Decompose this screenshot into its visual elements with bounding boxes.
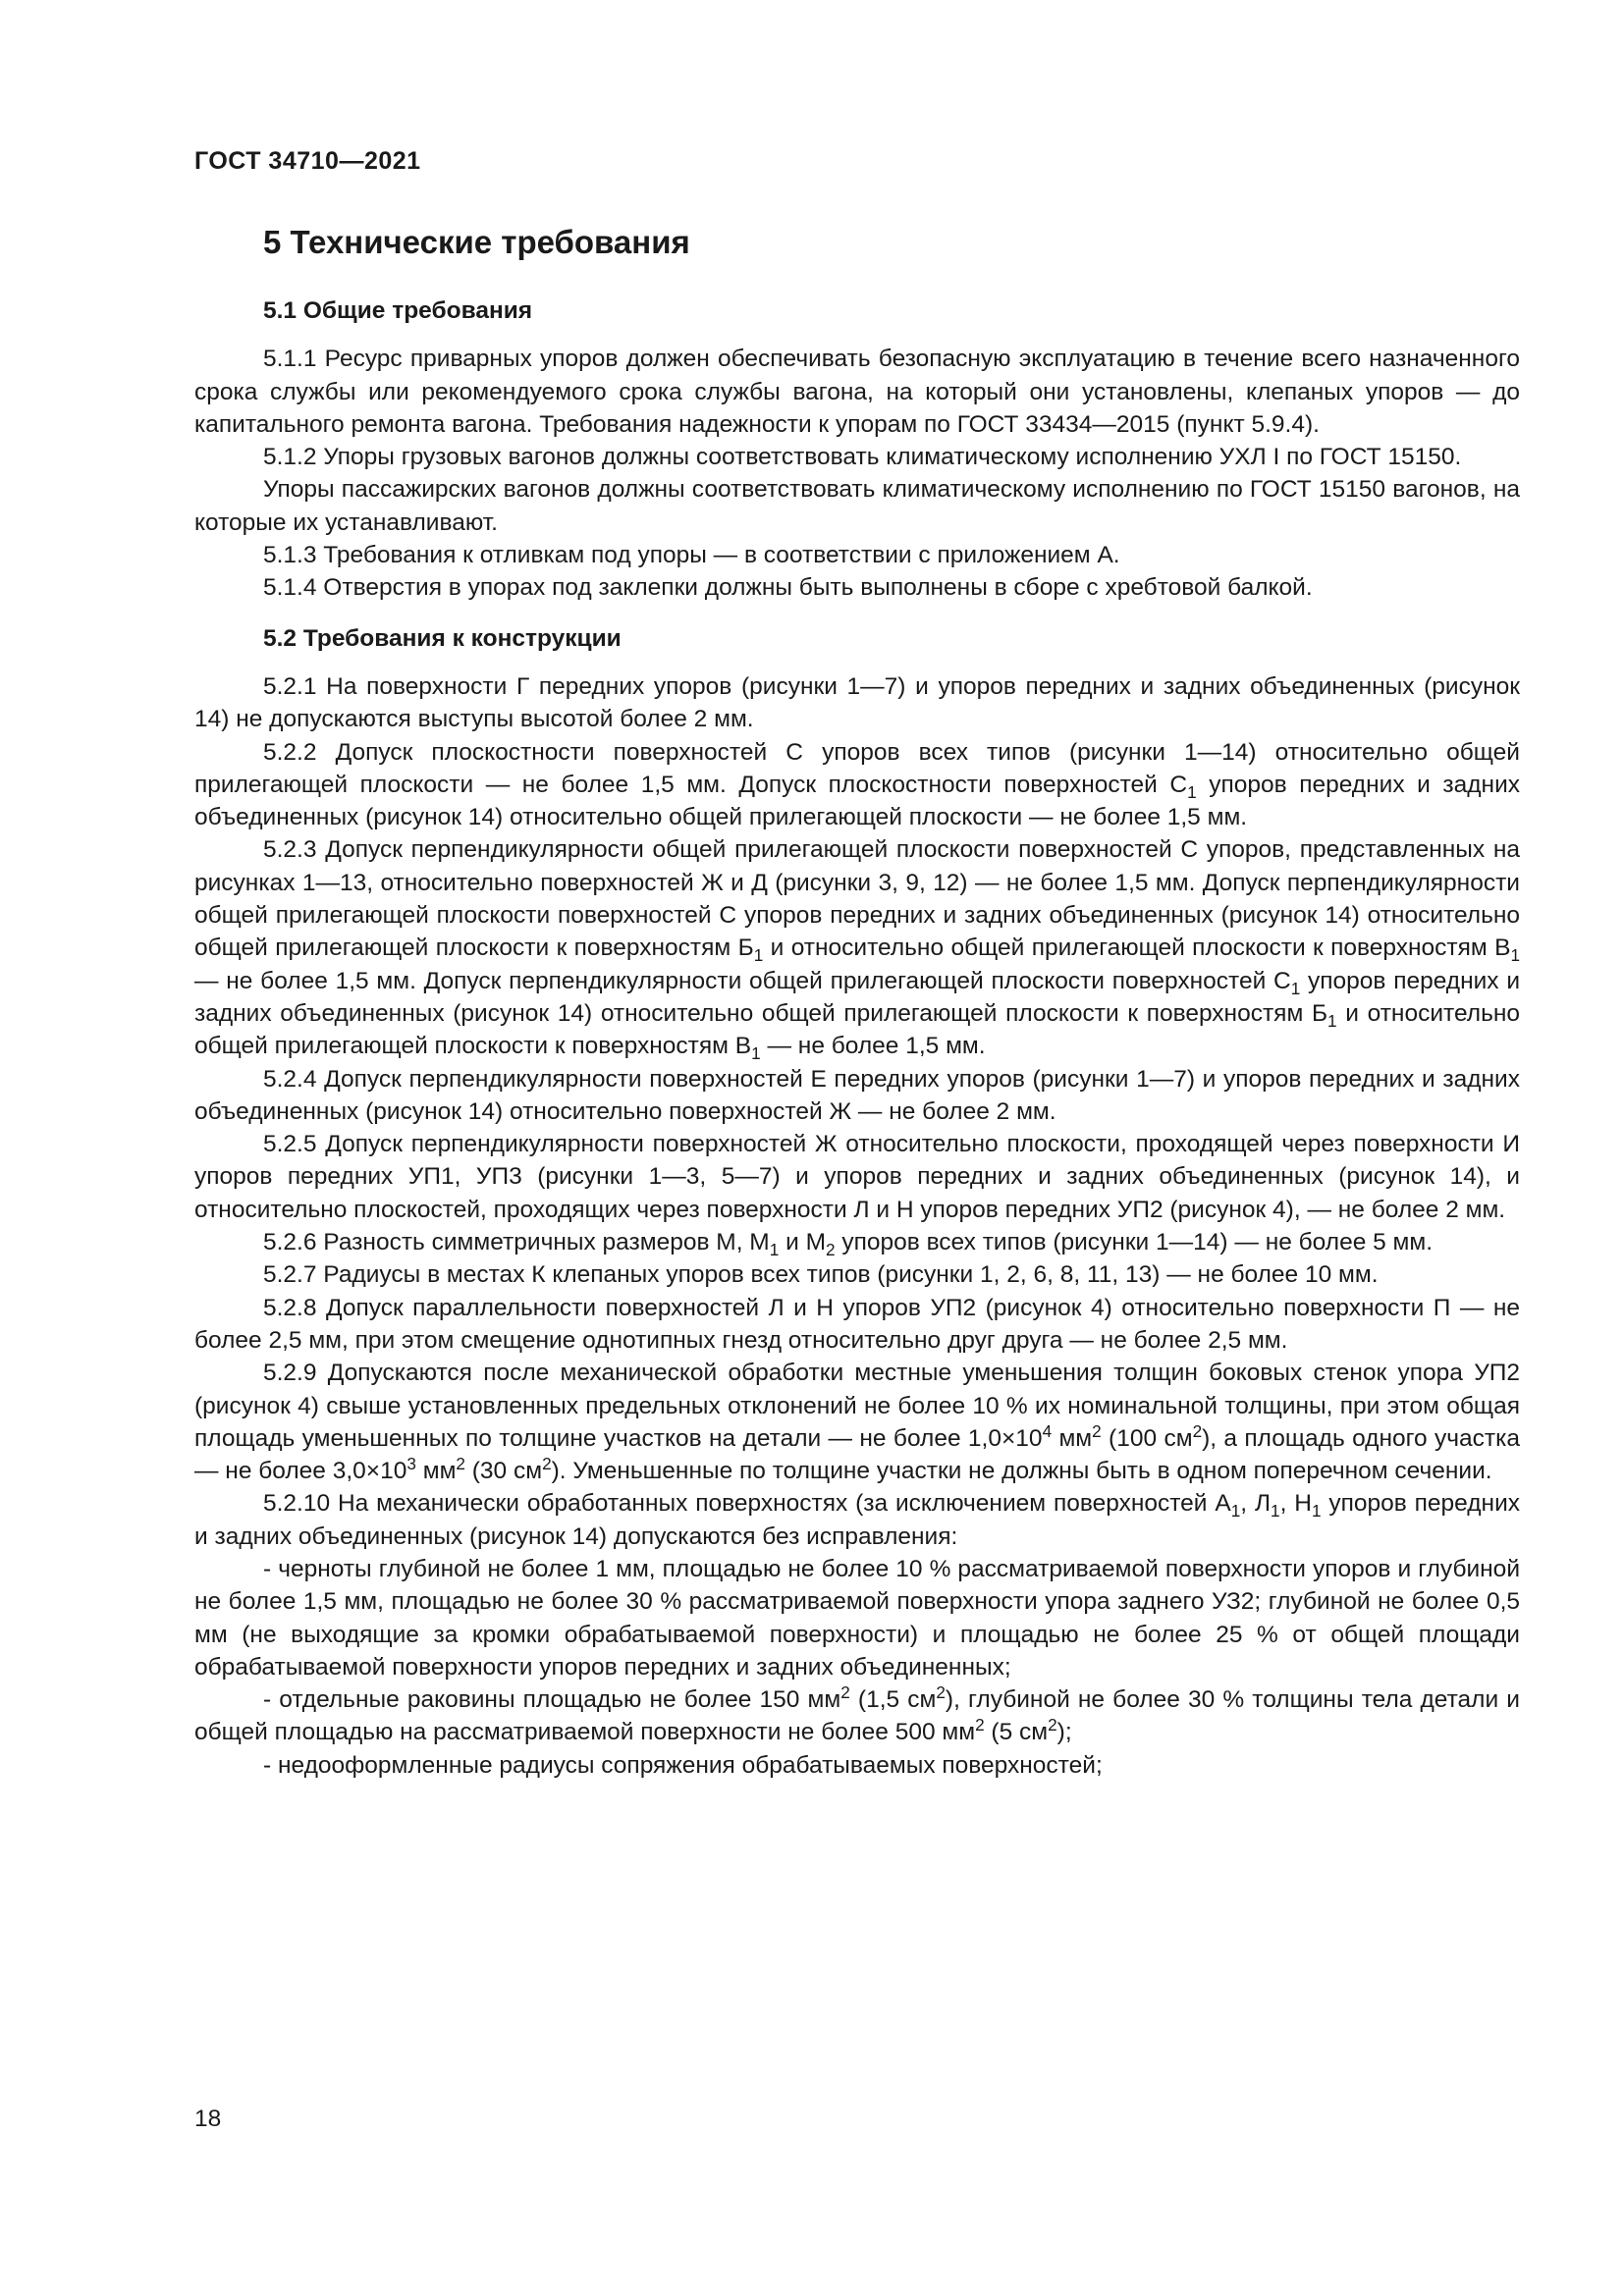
paragraph-5-2-4: 5.2.4 Допуск перпендикулярности поверхностей Е передних упоров (рисунки 1—7) и упоров передних и задних объединенных (рисунок 14) относительно поверхностей Ж — не более 2 мм. [194, 1065, 1520, 1125]
text-run: и М [779, 1229, 826, 1256]
superscript: 2 [1048, 1715, 1057, 1735]
section-title: 5 Технические требования [263, 224, 690, 260]
paragraph-5-1-2: 5.1.2 Упоры грузовых вагонов должны соответствовать климатическому исполнению УХЛ I по ГОСТ 15150. [263, 444, 1462, 471]
text-run: 5.2.3 Допуск перпендикулярности общей прилегающей плоскости поверхностей С упоров, представленных на рисунках 1—13, относительно поверхностей Ж и Д (рисунки 3, 9, 12) — не более 1,5 мм. Допуск перпендикулярности общей прилегающей плоскости поверхностей С упоров передних и задних объединенных (рисунок 14) относительно общей прилегающей плоскости к поверхностям Б [194, 836, 1520, 962]
text-run: упоров всех типов (рисунки 1—14) — не более 5 мм. [835, 1229, 1434, 1256]
text-run: - отдельные раковины площадью не более 150 мм [263, 1686, 841, 1714]
paragraph-5-2-1: 5.2.1 На поверхности Г передних упоров (рисунки 1—7) и упоров передних и задних объединенных (рисунок 14) не допускаются выступы высотой более 2 мм. [194, 672, 1520, 733]
text-run: (1,5 см [849, 1686, 937, 1714]
subscript: 1 [1230, 1501, 1241, 1522]
text-run: , Н [1279, 1490, 1312, 1518]
superscript: 2 [456, 1453, 465, 1473]
text-run: упоров передних и задних объединенных (рисунок 14) относительно общей прилегающей плоскости — не более 1,5 мм. [194, 771, 1521, 831]
subscript: 1 [1187, 781, 1197, 802]
text-run: (5 см [984, 1719, 1049, 1746]
list-item-2 [194, 1683, 1520, 1749]
superscript: 4 [1042, 1420, 1053, 1441]
subscript: 1 [1271, 1501, 1280, 1522]
text-run: — не более 1,5 мм. [760, 1033, 986, 1060]
subscript: 1 [1311, 1501, 1322, 1522]
text-run: мм [1052, 1424, 1093, 1452]
superscript: 3 [406, 1453, 416, 1473]
text-run: мм [415, 1458, 457, 1485]
text-run: , Л [1240, 1490, 1272, 1518]
paragraph-5-1-1: 5.1.1 Ресурс приварных упоров должен обеспечивать безопасную эксплуатацию в течение всего назначенного срока службы или рекомендуемого срока службы вагона, на который они установлены, клепаных упоров — до капитального ремонта вагона. Требования надежности к упорам по ГОСТ 33434—2015 (пункт 5.9.4). [194, 346, 1520, 438]
text-run: 5.2.2 Допуск плоскостности поверхностей С упоров всех типов (рисунки 1—14) относительно общей прилегающей плоскости — не более 1,5 мм. Допуск плоскостности поверхностей С [194, 738, 1520, 798]
subscript: 2 [826, 1239, 836, 1259]
paragraph-5-2-6 [194, 1226, 1520, 1258]
text-run: упоров передних и задних объединенных (рисунок 14) относительно общей прилегающей плоскости к поверхностям Б [194, 967, 1521, 1027]
subscript: 1 [1290, 978, 1301, 998]
subsection-title-5-2: 5.2 Требования к конструкции [263, 624, 622, 652]
text-run: ), а площадь одного участка — не более 3,0×10 [194, 1424, 1520, 1485]
subscript: 1 [751, 1043, 761, 1064]
subscript: 1 [753, 945, 764, 966]
paragraph-5-1-3: 5.1.3 Требования к отливкам под упоры — в соответствии с приложением А. [263, 542, 1120, 569]
superscript: 2 [542, 1453, 552, 1473]
superscript: 2 [975, 1715, 985, 1735]
text-run: (100 см [1101, 1424, 1193, 1452]
text-run: 5.2.10 На механически обработанных поверхностях (за исключением поверхностей А [263, 1490, 1231, 1518]
subscript: 1 [1327, 1010, 1337, 1031]
document-body [194, 294, 1520, 1782]
text-run: упоров передних и задних объединенных (рисунок 14) допускаются без исправления: [194, 1490, 1521, 1550]
text-run: и относительно общей прилегающей плоскости к поверхностям В [763, 934, 1511, 962]
subsection-title-5-1: 5.1 Общие требования [263, 297, 533, 324]
paragraph-5-2-7: 5.2.7 Радиусы в местах К клепаных упоров всех типов (рисунки 1, 2, 6, 8, 11, 13) — не более 10 мм. [263, 1261, 1379, 1289]
text-run: — не более 1,5 мм. Допуск перпендикулярности общей прилегающей плоскости поверхностей С [194, 967, 1291, 994]
text-run: 5.2.6 Разность симметричных размеров М, М [263, 1229, 770, 1256]
paragraph-5-2-3 [194, 833, 1520, 1062]
list-item-3: - недооформленные радиусы сопряжения обрабатываемых поверхностей; [263, 1751, 1103, 1779]
paragraph-5-2-5: 5.2.5 Допуск перпендикулярности поверхностей Ж относительно плоскости, проходящей через поверхности И упоров передних УП1, УП3 (рисунки 1—3, 5—7) и упоров передних и задних объединенных (рисунок 14), и относительно плоскостей, проходящих через поверхности Л и Н упоров передних УП2 (рисунок 4), — не более 2 мм. [194, 1131, 1520, 1223]
superscript: 2 [1092, 1420, 1102, 1441]
paragraph-5-2-8: 5.2.8 Допуск параллельности поверхностей Л и Н упоров УП2 (рисунок 4) относительно поверхности П — не более 2,5 мм, при этом смещение однотипных гнезд относительно друг друга — не более 2,5 мм. [194, 1294, 1520, 1354]
paragraph-5-2-10 [194, 1487, 1520, 1553]
text-run: ), глубиной не более 30 % толщины тела детали и общей площадью на рассматриваемой поверхности не более 500 мм [194, 1686, 1520, 1746]
page-number: 18 [194, 2106, 222, 2132]
text-run: 5.2.9 Допускаются после механической обработки местные уменьшения толщин боковых стенок упора УП2 (рисунок 4) свыше установленных предельных отклонений не более 10 % их номинальной толщины, при этом общая площадь уменьшенных по толщине участков на детали — не более 1,0×10 [194, 1360, 1520, 1452]
paragraph-5-2-2 [194, 736, 1520, 834]
list-item-1: - черноты глубиной не более 1 мм, площадью не более 10 % рассматриваемой поверхности упоров и глубиной не более 1,5 мм, площадью не более 30 % рассматриваемой поверхности упора заднего УЗ2; глубиной не более 0,5 мм (не выходящие за кромки обрабатываемой поверхности) и площадью не более 25 % от общей площади обрабатываемой поверхности упоров передних и задних объединенных; [194, 1555, 1520, 1681]
text-run: ). Уменьшенные по толщине участки не должны быть в одном поперечном сечении. [551, 1458, 1492, 1485]
superscript: 2 [1192, 1420, 1203, 1441]
subscript: 1 [769, 1239, 780, 1259]
superscript: 2 [840, 1682, 850, 1703]
paragraph-5-1-4: 5.1.4 Отверстия в упорах под заклепки должны быть выполнены в сборе с хребтовой балкой. [263, 574, 1313, 602]
paragraph-5-1-2b: Упоры пассажирских вагонов должны соответствовать климатическому исполнению по ГОСТ 15150 вагонов, на которые их устанавливают. [194, 476, 1520, 536]
text-run: и относительно общей прилегающей плоскости к поверхностям В [194, 999, 1520, 1060]
paragraph-5-2-9 [194, 1357, 1520, 1487]
text-run: ); [1056, 1719, 1072, 1746]
document-header: ГОСТ 34710—2021 [194, 147, 421, 175]
subscript: 1 [1510, 945, 1520, 966]
superscript: 2 [936, 1682, 946, 1703]
text-run: (30 см [464, 1458, 543, 1485]
